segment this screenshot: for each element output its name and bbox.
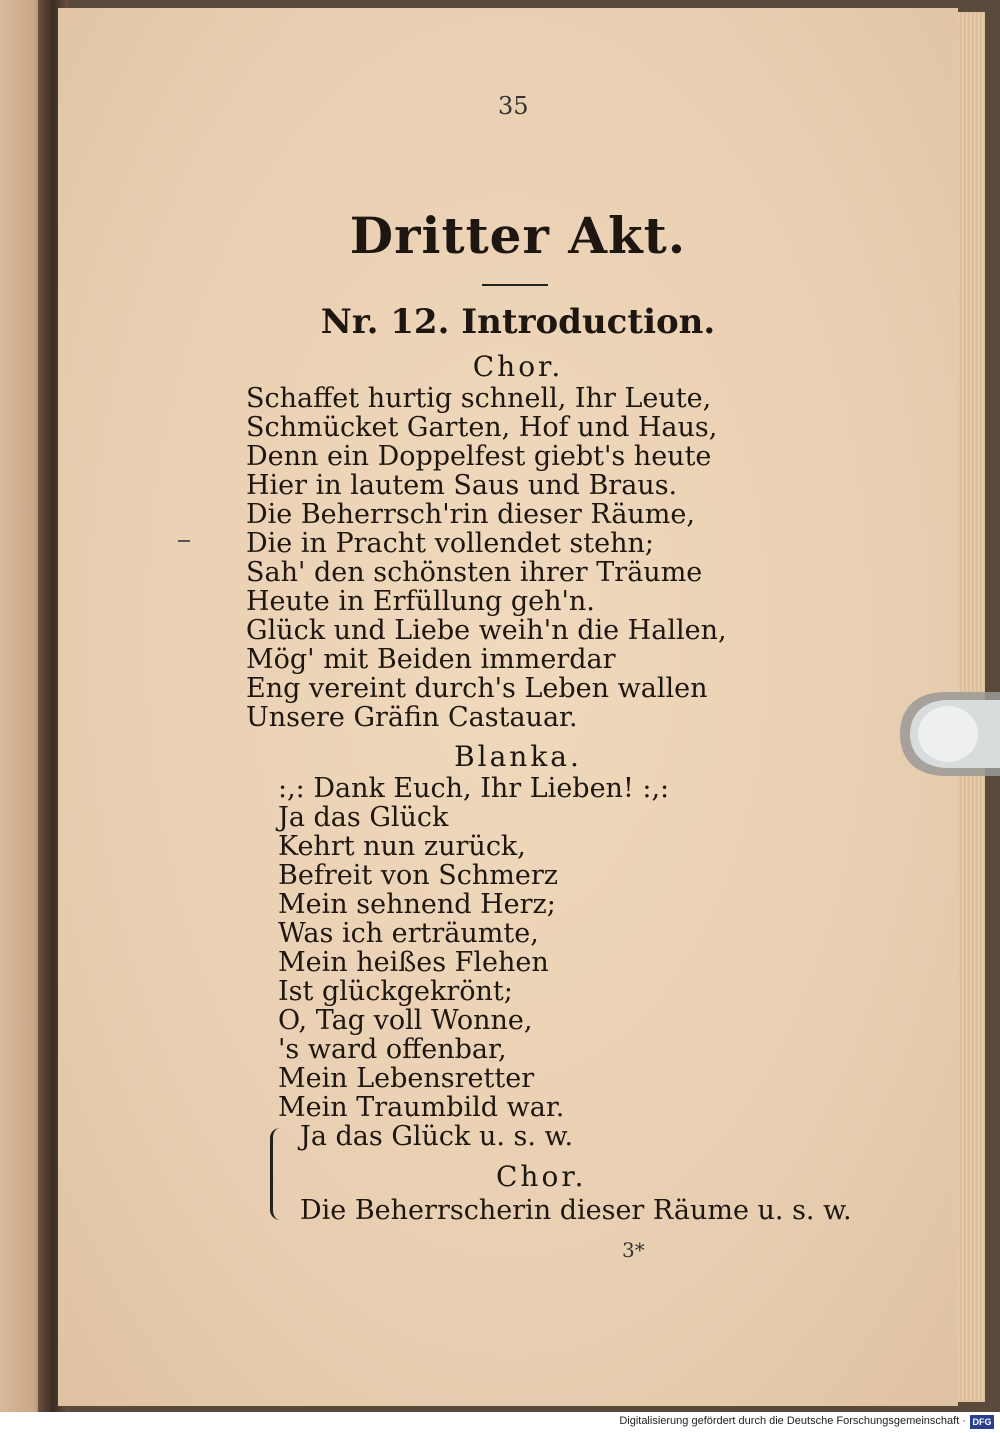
chorus-line: Hier in lautem Saus und Braus. [246, 470, 678, 501]
chorus-line: Glück und Liebe weih'n die Hallen, [246, 615, 727, 646]
blanka-speaker: Blanka. [454, 740, 582, 773]
signature-mark: 3* [622, 1238, 645, 1262]
chorus-line: Sah' den schönsten ihrer Träume [246, 557, 703, 588]
chorus-line: Denn ein Doppelfest giebt's heute [246, 441, 712, 472]
blanka-line: Kehrt nun zurück, [278, 831, 526, 862]
blanka-line: O, Tag voll Wonne, [278, 1005, 533, 1036]
final-chorus-speaker: Chor. [496, 1160, 587, 1193]
title-rule [482, 284, 548, 286]
chorus-line: Schaffet hurtig schnell, Ihr Leute, [246, 383, 712, 414]
blanka-line: Mein sehnend Herz; [278, 889, 556, 920]
dfg-logo: DFG [970, 1415, 994, 1429]
footer-credit: Digitalisierung gefördert durch die Deutsche Forschungsgemeinschaft · [619, 1415, 966, 1427]
chorus-line: Die in Pracht vollendet stehn; [246, 528, 654, 559]
page-number: 35 [498, 92, 529, 120]
blanka-line: 's ward offenbar, [278, 1034, 507, 1065]
blanka-line: Mein Lebensretter [278, 1063, 535, 1094]
footer-bar [0, 1412, 1000, 1433]
bracket-brace [270, 1128, 287, 1220]
blanka-line: Ja das Glück [278, 802, 449, 833]
chorus-line: Unsere Gräfin Castauar. [246, 702, 578, 733]
final-line: Die Beherrscherin dieser Räume u. s. w. [300, 1195, 852, 1226]
margin-mark [178, 540, 190, 542]
act-title: Dritter Akt. [349, 206, 687, 265]
blanka-line: Befreit von Schmerz [278, 860, 558, 891]
blanka-line: Ist glückgekrönt; [278, 976, 513, 1007]
blanka-line: Mein heißes Flehen [278, 947, 549, 978]
chorus-line: Eng vereint durch's Leben wallen [246, 673, 708, 704]
chorus-speaker: Chor. [472, 350, 564, 383]
chorus-line: Mög' mit Beiden immerdar [246, 644, 616, 675]
blanka-line: Mein Traumbild war. [278, 1092, 565, 1123]
page-tab-holder [896, 688, 1000, 780]
chorus-line: Die Beherrsch'rin dieser Räume, [246, 499, 695, 530]
number-title: Nr. 12. Introduction. [320, 302, 716, 342]
chorus-line: Heute in Erfüllung geh'n. [246, 586, 595, 617]
blanka-line: :,: Dank Euch, Ihr Lieben! :,: [278, 773, 670, 804]
chorus-line: Schmücket Garten, Hof und Haus, [246, 412, 718, 443]
blanka-line: Was ich erträumte, [278, 918, 539, 949]
final-line: Ja das Glück u. s. w. [300, 1121, 574, 1152]
